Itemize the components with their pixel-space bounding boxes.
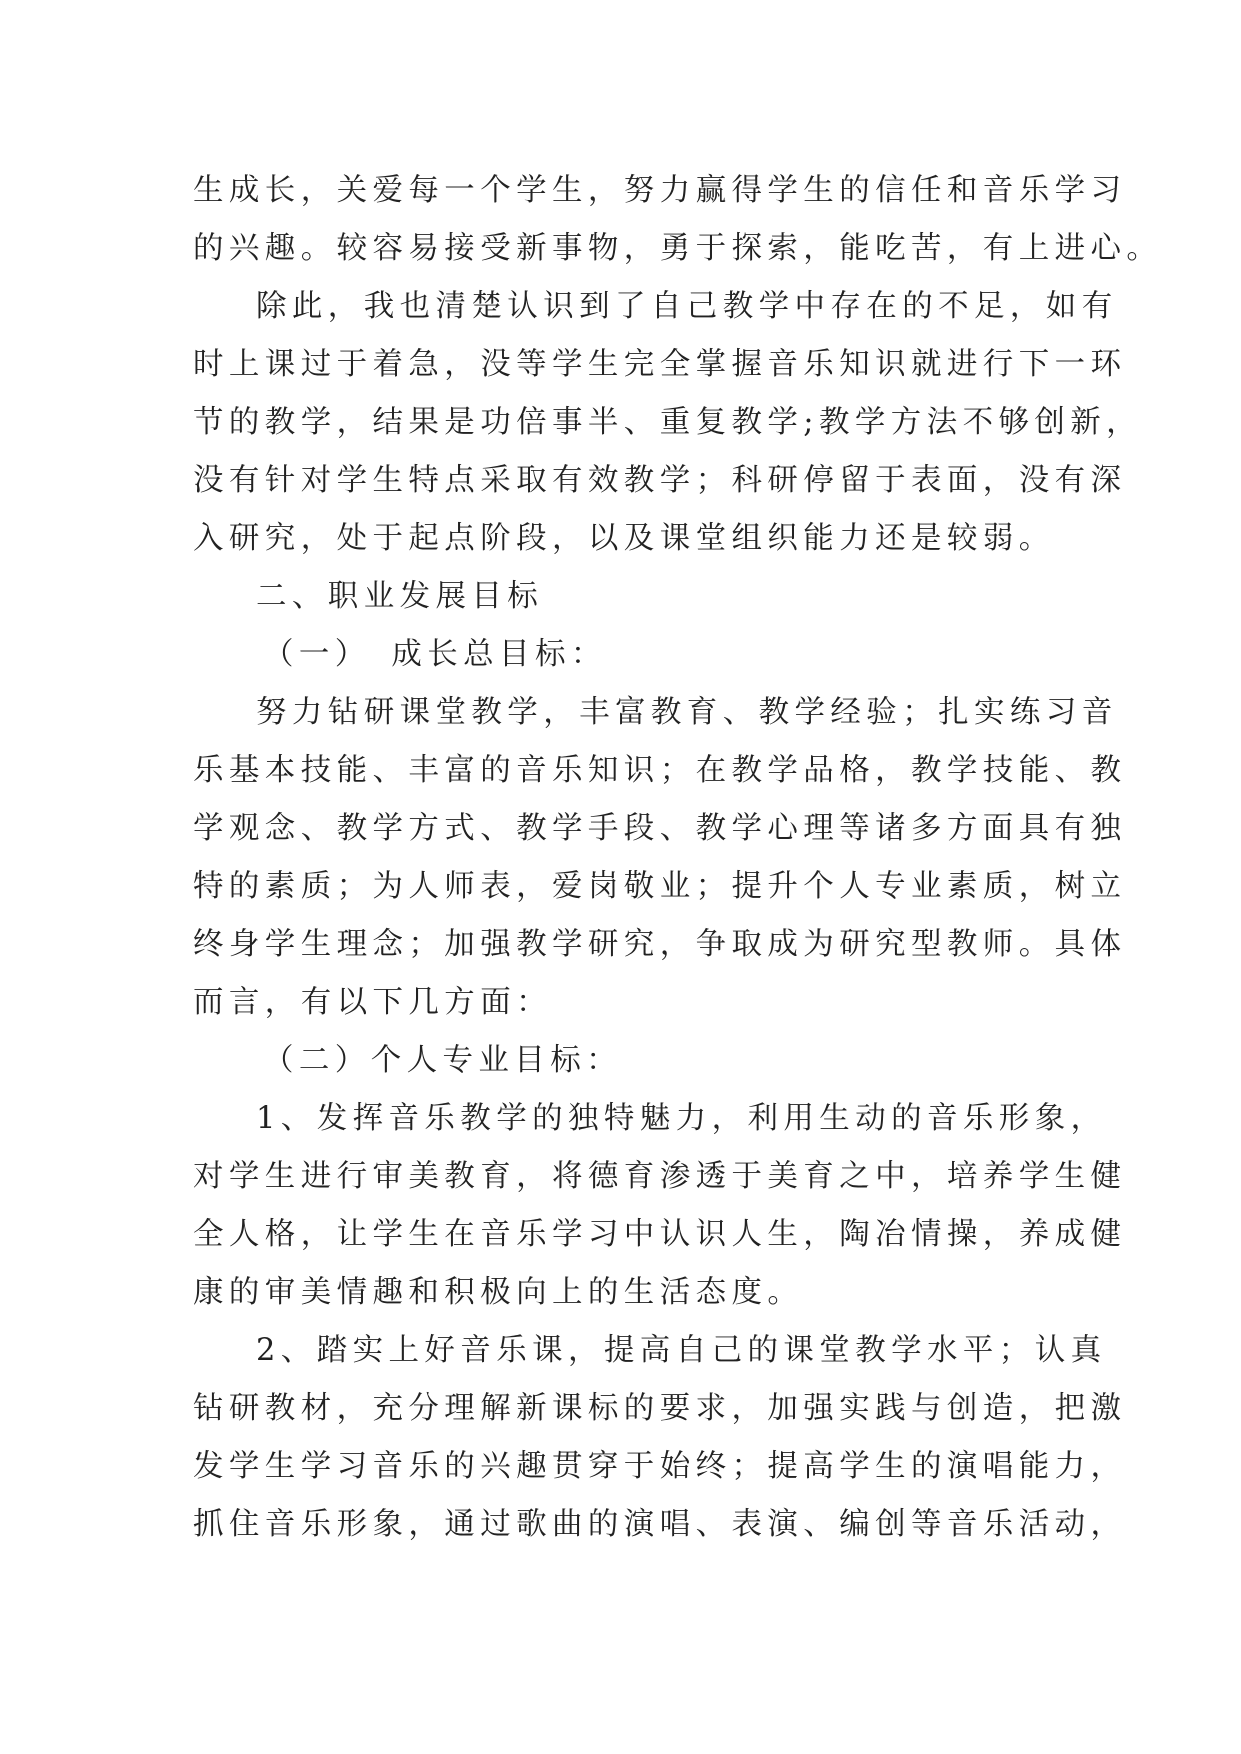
paragraph-start-line: 1、发挥音乐教学的独特魅力，利用生动的音乐形象，: [256, 1101, 1107, 1136]
subsection-heading: （二）个人专业目标：: [263, 1043, 622, 1078]
text-line: 对学生进行审美教育，将德育渗透于美育之中，培养学生健: [193, 1159, 1127, 1194]
text-line: 节的教学，结果是功倍事半、重复教学;教学方法不够创新，: [193, 405, 1143, 440]
text-line: 乐基本技能、丰富的音乐知识；在教学品格，教学技能、教: [193, 753, 1127, 788]
text-line: 特的素质；为人师表，爱岗敬业；提升个人专业素质，树立: [193, 869, 1127, 904]
text-line: 全人格，让学生在音乐学习中认识人生，陶冶情操，养成健: [193, 1217, 1127, 1252]
paragraph-start-line: 2、踏实上好音乐课，提高自己的课堂教学水平；认真: [256, 1333, 1107, 1368]
section-heading: 二、职业发展目标: [256, 579, 544, 614]
subsection-heading: （一） 成长总目标：: [263, 637, 607, 672]
text-line: 没有针对学生特点采取有效教学；科研停留于表面，没有深: [193, 463, 1127, 498]
text-line: 而言，有以下几方面：: [193, 985, 552, 1020]
text-line: 生成长，关爱每一个学生，努力赢得学生的信任和音乐学习: [193, 173, 1127, 208]
text-line: 时上课过于着急，没等学生完全掌握音乐知识就进行下一环: [193, 347, 1127, 382]
text-line: 抓住音乐形象，通过歌曲的演唱、表演、编创等音乐活动，: [193, 1507, 1127, 1542]
text-line: 的兴趣。较容易接受新事物，勇于探索，能吃苦，有上进心。: [193, 231, 1163, 266]
document-body: [193, 162, 1163, 1554]
paragraph-start-line: 除此，我也清楚认识到了自己教学中存在的不足，如有: [256, 289, 1118, 324]
text-line: 终身学生理念；加强教学研究，争取成为研究型教师。具体: [193, 927, 1127, 962]
paragraph-start-line: 努力钻研课堂教学，丰富教育、教学经验；扎实练习音: [256, 695, 1118, 730]
text-line: 发学生学习音乐的兴趣贯穿于始终；提高学生的演唱能力，: [193, 1449, 1127, 1484]
text-line: 入研究，处于起点阶段，以及课堂组织能力还是较弱。: [193, 521, 1055, 556]
text-line: 康的审美情趣和积极向上的生活态度。: [193, 1275, 804, 1310]
text-line: 学观念、教学方式、教学手段、教学心理等诸多方面具有独: [193, 811, 1127, 846]
text-line: 钻研教材，充分理解新课标的要求，加强实践与创造，把激: [193, 1391, 1127, 1426]
